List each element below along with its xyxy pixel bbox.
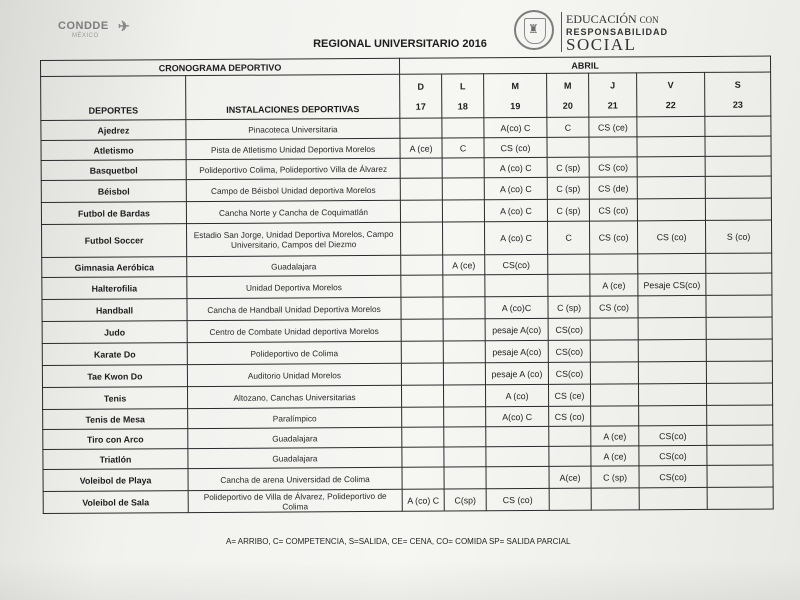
- schedule-cell: [547, 137, 589, 157]
- day-header: [547, 73, 589, 117]
- venue-text: Cancha de Handball Unidad Deportiva Morelos: [207, 303, 381, 315]
- schedule-cell: [705, 136, 771, 156]
- brand-line-1-small: CON: [639, 15, 659, 25]
- schedule-cell: C (sp): [547, 177, 589, 199]
- sport-cell: Karate Do: [42, 343, 187, 366]
- venue-text: Altozano, Canchas Universitarias: [233, 391, 356, 403]
- schedule-cell: [486, 466, 549, 488]
- table-row: [43, 487, 773, 513]
- venue-cell: [187, 255, 401, 276]
- schedule-cell: [706, 273, 772, 295]
- venue-cell: [187, 319, 401, 342]
- schedule-cell: [443, 363, 485, 385]
- schedule-cell: CS(co): [639, 425, 707, 445]
- day-number: 18: [457, 100, 468, 111]
- schedule-cell: C: [548, 221, 590, 254]
- schedule-cell: A (ce): [400, 138, 442, 158]
- schedule-cell: A(ce): [549, 466, 591, 488]
- venue-cell: [186, 138, 400, 159]
- schedule-cell: [707, 383, 773, 405]
- schedule-cell: [444, 427, 486, 447]
- schedule-cell: A (co) C: [485, 221, 548, 254]
- schedule-cell: [590, 318, 638, 340]
- venue-cell: [187, 341, 401, 364]
- venue-text: Paralímpico: [272, 412, 317, 424]
- venue-cell: [188, 427, 402, 448]
- schedule-cell: [444, 447, 486, 467]
- venue-text: Pinacoteca Universitaria: [248, 123, 338, 135]
- table-caption: CRONOGRAMA DEPORTIVO: [158, 62, 282, 73]
- schedule-cell: [402, 447, 444, 467]
- schedule-cell: C (sp): [547, 199, 589, 221]
- schedule-cell: A (co): [486, 384, 549, 406]
- sport-cell: Gimnasia Aeróbica: [42, 257, 187, 278]
- venue-text: Polideportivo Colima, Polideportivo Villa de Álvarez: [199, 163, 388, 175]
- schedule-cell: [637, 156, 705, 176]
- schedule-cell: [443, 319, 485, 341]
- schedule-cell: [590, 340, 638, 362]
- venue-cell: [187, 222, 401, 256]
- day-number: 20: [562, 100, 573, 111]
- schedule-cell: [402, 467, 444, 489]
- brand-line-1-main: EDUCACIÓN: [566, 12, 637, 26]
- schedule-cell: C (sp): [591, 466, 639, 488]
- schedule-cell: [444, 467, 486, 489]
- venue-text: Centro de Combate Unidad deportiva Morelos: [209, 325, 379, 337]
- schedule-cell: A(co) C: [486, 406, 549, 426]
- venue-cell: [187, 275, 401, 298]
- schedule-cell: CS (ce): [589, 117, 637, 137]
- table-row: [42, 220, 772, 257]
- venue-cell: [186, 178, 400, 201]
- schedule-cell: pesaje A (co): [485, 362, 548, 384]
- schedule-cell: [549, 488, 591, 510]
- schedule-cell: [400, 158, 442, 178]
- sport-cell: Ajedrez: [41, 120, 186, 141]
- schedule-cell: [637, 116, 705, 136]
- schedule-cell: [590, 254, 638, 274]
- schedule-cell: CS(co): [548, 318, 590, 340]
- brand-line-2: RESPONSABILIDAD: [566, 27, 669, 37]
- schedule-cell: pesaje A(co): [485, 340, 548, 362]
- venue-text: Polideportivo de Colima: [250, 347, 339, 359]
- schedule-cell: S (co): [706, 220, 772, 253]
- schedule-cell: [707, 425, 773, 445]
- schedule-cell: C (sp): [548, 296, 590, 318]
- schedule-cell: [443, 341, 485, 363]
- venue-text: Campo de Béisbol Unidad deportiva Morelos: [210, 184, 376, 196]
- schedule-cell: [401, 297, 443, 319]
- schedule-cell: [638, 253, 706, 273]
- schedule-cell: CS (co): [590, 221, 638, 254]
- day-header: [442, 74, 484, 118]
- schedule-cell: CS (co): [486, 488, 549, 510]
- condde-logo: [58, 18, 131, 40]
- schedule-cell: [443, 275, 485, 297]
- venue-text: Polideportivo de Villa de Álvarez, Polideportivo de Colima: [203, 490, 387, 512]
- sport-cell: Tenis: [43, 387, 188, 410]
- schedule-cell: [591, 406, 639, 426]
- schedule-cell: [548, 254, 590, 274]
- sport-cell: Halterofilia: [42, 277, 187, 300]
- venue-text: Guadalajara: [272, 432, 318, 444]
- schedule-cell: [706, 339, 772, 361]
- schedule-cell: [591, 488, 639, 510]
- schedule-cell: [401, 275, 443, 297]
- sport-cell: Béisbol: [41, 180, 186, 203]
- schedule-cell: [706, 295, 772, 317]
- day-header: [589, 73, 637, 117]
- schedule-cell: [548, 274, 590, 296]
- schedule-cell: [637, 136, 705, 156]
- venue-text: Guadalajara: [271, 260, 317, 272]
- schedule-cell: [443, 297, 485, 319]
- condde-swoosh-icon: ✈: [118, 18, 131, 34]
- venue-cell: [187, 385, 401, 408]
- venue-cell: [188, 467, 402, 490]
- venue-text: Cancha Norte y Cancha de Coquimatlán: [218, 206, 368, 218]
- schedule-cell: [402, 407, 444, 427]
- schedule-cell: A (ce): [591, 426, 639, 446]
- schedule-cell: [707, 445, 773, 465]
- schedule-cell: [706, 361, 772, 383]
- university-seal-icon: ♜: [514, 10, 554, 50]
- venue-cell: [186, 118, 400, 139]
- schedule-cell: CS (de): [589, 177, 637, 199]
- schedule-cell: CS (co): [638, 220, 706, 253]
- venue-text: Unidad Deportiva Morelos: [245, 281, 342, 293]
- day-number: 21: [607, 99, 618, 111]
- sport-cell: Triatlón: [43, 449, 188, 470]
- sports-header: [41, 76, 186, 121]
- brand-line-3: SOCIAL: [566, 35, 637, 54]
- day-letter: L: [459, 80, 466, 91]
- schedule-cell: Pesaje CS(co): [638, 273, 706, 295]
- schedule-cell: C(sp): [444, 489, 486, 511]
- schedule-cell: [443, 222, 485, 255]
- schedule-cell: [638, 361, 706, 383]
- schedule-cell: [707, 465, 773, 487]
- sport-cell: Handball: [42, 299, 187, 322]
- venue-text: Guadalajara: [272, 452, 318, 464]
- month-label: ABRIL: [571, 60, 599, 71]
- venue-cell: [187, 363, 401, 386]
- schedule-cell: CS(co): [639, 465, 707, 487]
- sports-header-label: DEPORTES: [88, 105, 139, 116]
- day-number: 17: [415, 101, 426, 112]
- sport-cell: Atletismo: [41, 140, 186, 161]
- schedule-cell: CS (co): [589, 157, 637, 177]
- schedule-cell: [402, 427, 444, 447]
- day-header: [705, 72, 771, 116]
- schedule-table-wrap: [40, 56, 773, 541]
- schedule-cell: [639, 487, 707, 509]
- document-title: REGIONAL UNIVERSITARIO 2016: [313, 38, 487, 50]
- venue-cell: [188, 407, 402, 428]
- schedule-cell: [638, 317, 706, 339]
- schedule-cell: C (sp): [547, 157, 589, 177]
- schedule-cell: C: [442, 138, 484, 158]
- schedule-cell: [401, 222, 443, 255]
- schedule-cell: [444, 385, 486, 407]
- sport-cell: Voleibol de Playa: [43, 469, 188, 492]
- schedule-cell: CS (co): [549, 406, 591, 426]
- day-letter: J: [610, 79, 616, 91]
- schedule-cell: CS (co): [590, 296, 638, 318]
- schedule-cell: [589, 137, 637, 157]
- schedule-cell: [639, 405, 707, 425]
- schedule-cell: [400, 118, 442, 138]
- schedule-cell: [706, 253, 772, 273]
- sport-cell: Futbol de Bardas: [41, 202, 186, 225]
- schedule-body: [41, 116, 773, 513]
- schedule-cell: [442, 118, 484, 138]
- schedule-cell: [401, 363, 443, 385]
- schedule-cell: CS(co): [548, 362, 590, 384]
- venue-cell: [188, 447, 402, 468]
- day-number: 23: [732, 99, 743, 110]
- schedule-cell: [707, 487, 773, 509]
- day-letter: D: [417, 81, 424, 92]
- day-header: [484, 73, 547, 117]
- schedule-cell: CS(co): [485, 254, 548, 274]
- day-letter: M: [563, 80, 572, 91]
- schedule-cell: C: [547, 117, 589, 137]
- venues-header-label: INSTALACIONES DEPORTIVAS: [226, 104, 360, 115]
- schedule-cell: [400, 200, 442, 222]
- brand-line-1: [566, 12, 706, 27]
- day-number: 22: [665, 99, 676, 110]
- day-letter: M: [511, 80, 519, 91]
- schedule-cell: [590, 362, 638, 384]
- venue-cell: [188, 489, 402, 512]
- venue-text: Auditorio Unidad Morelos: [247, 369, 342, 381]
- schedule-cell: [485, 274, 548, 296]
- schedule-cell: CS(co): [639, 445, 707, 465]
- brand-block: [561, 12, 706, 52]
- schedule-cell: [442, 158, 484, 178]
- schedule-cell: A (ce): [590, 274, 638, 296]
- schedule-table: [40, 56, 774, 514]
- schedule-cell: CS (co): [484, 137, 547, 157]
- venue-text: Estadio San Jorge, Unidad Deportiva Morelos, Campo Universitario, Campos del Diezmo: [193, 228, 394, 250]
- day-letter: S: [734, 79, 741, 90]
- venue-cell: [186, 158, 400, 179]
- schedule-cell: CS (ce): [549, 384, 591, 406]
- condde-logo-text: CONDDE: [58, 20, 109, 32]
- schedule-cell: A (ce): [591, 446, 639, 466]
- schedule-cell: [705, 156, 771, 176]
- schedule-cell: [591, 384, 639, 406]
- schedule-cell: [400, 178, 442, 200]
- sport-cell: Tiro con Arco: [43, 429, 188, 450]
- sport-cell: Tae Kwon Do: [42, 365, 187, 388]
- schedule-cell: [444, 407, 486, 427]
- schedule-cell: [637, 198, 705, 220]
- schedule-cell: [639, 383, 707, 405]
- schedule-cell: [402, 385, 444, 407]
- schedule-cell: [442, 200, 484, 222]
- schedule-cell: [486, 446, 549, 466]
- day-number: 19: [510, 100, 521, 111]
- sport-cell: Voleibol de Sala: [43, 491, 188, 514]
- sport-cell: Judo: [42, 321, 187, 344]
- condde-logo-subtext: MÉXICO: [72, 33, 99, 39]
- day-header: [400, 74, 442, 118]
- schedule-cell: [401, 255, 443, 275]
- schedule-cell: [486, 426, 549, 446]
- legend: A= ARRIBO, C= COMPETENCIA, S=SALIDA, CE= CENA, CO= COMIDA SP= SALIDA PARCIAL: [226, 537, 571, 546]
- schedule-cell: [549, 426, 591, 446]
- schedule-cell: [707, 405, 773, 425]
- schedule-cell: A (co) C: [484, 199, 547, 221]
- venue-cell: [187, 297, 401, 320]
- schedule-cell: [401, 341, 443, 363]
- schedule-cell: [705, 116, 771, 136]
- schedule-cell: A(co) C: [484, 117, 547, 137]
- schedule-cell: CS (co): [589, 199, 637, 221]
- schedule-cell: [549, 446, 591, 466]
- day-header: [637, 72, 705, 116]
- schedule-cell: [637, 176, 705, 198]
- schedule-cell: A (ce): [443, 255, 485, 275]
- schedule-cell: [705, 176, 771, 198]
- schedule-cell: [401, 319, 443, 341]
- schedule-cell: [706, 317, 772, 339]
- day-letter: V: [667, 79, 674, 90]
- schedule-cell: pesaje A(co): [485, 318, 548, 340]
- schedule-cell: A (co) C: [484, 157, 547, 177]
- schedule-cell: CS(co): [548, 340, 590, 362]
- schedule-cell: [638, 295, 706, 317]
- schedule-cell: A (co)C: [485, 296, 548, 318]
- sport-cell: Futbol Soccer: [42, 224, 187, 258]
- schedule-cell: [442, 178, 484, 200]
- schedule-cell: A (co) C: [402, 489, 444, 511]
- page-shadow: [0, 560, 800, 600]
- venues-header: [186, 74, 400, 119]
- venue-text: Pista de Atletismo Unidad Deportiva Morelos: [210, 143, 376, 155]
- schedule-cell: A (co) C: [484, 177, 547, 199]
- schedule-cell: [638, 339, 706, 361]
- schedule-cell: [705, 198, 771, 220]
- venue-cell: [186, 200, 400, 223]
- sport-cell: Tenis de Mesa: [43, 409, 188, 430]
- sport-cell: Basquetbol: [41, 160, 186, 181]
- venue-text: Cancha de arena Universidad de Colima: [220, 473, 370, 485]
